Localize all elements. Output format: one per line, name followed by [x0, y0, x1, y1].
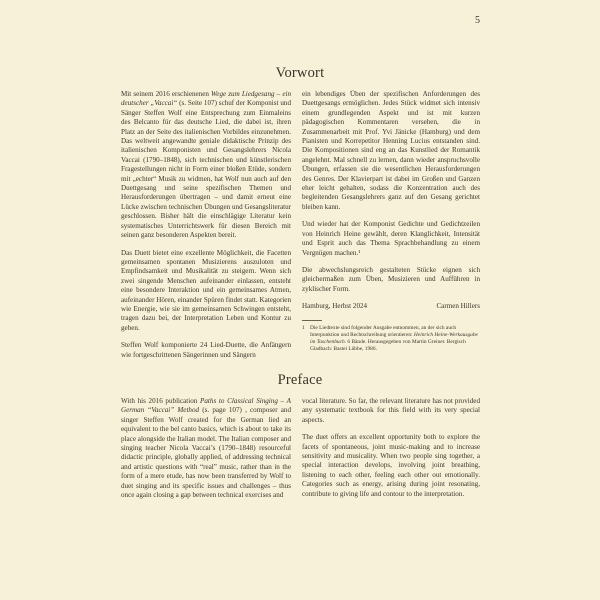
place-date: Hamburg, Herbst 2024 — [302, 302, 368, 311]
paragraph — [302, 220, 480, 258]
text-run: Das Duett bietet eine exzellente Möglichkeit, die Facetten gemeinsamen spontanen Musizierens auszuloten und Empfindsamkeit und Musikalität zu steigern. Wenn sich zwei singende Menschen aufeinander einlassen, entsteht eine besondere Interaktion und ein gemeinsames Atmen, aufeinander Hören, einander Spüren findet statt. Kategorien wie Energie, wie sie im gemeinsamen Schwingen entsteht, tragen dazu bei, der Interpretation Leben und Kontur zu geben. — [121, 248, 291, 332]
vorwort-left-column — [121, 90, 291, 368]
text-run: . 6 Bände. Herausgegeben von Martin Greiner. Bergisch Gladbach: Bastei Lübbe, 1986. — [310, 338, 466, 353]
page-number: 5 — [475, 15, 480, 26]
signature-line — [302, 302, 480, 311]
paragraph — [302, 433, 480, 499]
footnote-rule — [302, 320, 322, 321]
text-run: Steffen Wolf komponierte 24 Lied-Duette, die Anfängern wie fortgeschrittenen Sängerinnen und Sängern — [121, 341, 291, 359]
vorwort-right-column — [302, 90, 480, 353]
text-run: ein lebendiges Üben der spezifischen Anforderungen des Duettgesangs ermöglichen. Jedes Stück widmet sich intensiv einem grundlegenden Aspekt und ist mit kurzen pädagogischen Kommentaren versehen, die in Zusammenarbeit mit Prof. Yvi Jänicke (Hamburg) und dem Pianisten und Korrepetitor Henning Lucius entstanden sind. Die Kompositionen sind eng an das Kunstlied der Romantik angelehnt. Mal schnell zu lernen, dann wieder anspruchsvolle Übungen, erfassen sie die wesentlichen Herausforderungen des Genres. Der Klavierpart ist dabei im Großen und Ganzen eher leicht gehalten, sodass die Konzentration auch des begleitenden Gesangslehrers ganz auf den Gesang gerichtet bleiben kann. — [302, 90, 480, 211]
vorwort-heading: Vorwort — [275, 65, 325, 81]
italic-title: Wege zum Liedgesang – ein deutscher „Vaccai“ — [121, 90, 291, 108]
footnote-number: 1 — [302, 324, 305, 331]
preface-right-column — [302, 397, 480, 507]
text-run: The duet offers an excellent opportunity both to explore the facets of spontaneous, joint music-making and to increase sensitivity and musicality. When two people sing together, a special interaction develops, involving joint breathing, listening to each other, feeling each other out emotionally. Categories such as energy, arising during joint resonating, contribute to giving life and contour to the interpretation. — [302, 433, 480, 498]
paragraph — [121, 249, 291, 334]
text-run: Und wieder hat der Komponist Gedichte und Gedichtzeilen von Heinrich Heine gewählt, deren Klanglichkeit, Intensität und Esprit auch das Thema Sprachbehandlung zu einem Vergnügen machen.¹ — [302, 220, 480, 257]
paragraph — [121, 90, 291, 241]
footnote-text — [310, 325, 480, 354]
paragraph — [121, 397, 291, 500]
paragraph — [302, 266, 480, 294]
text-run: Die Liedtexte sind folgender Ausgabe entnommen, an der sich auch Interpunktion und Rechtschreibung orientieren: — [310, 324, 457, 338]
preface-heading: Preface — [277, 372, 323, 388]
footnote — [302, 325, 480, 354]
paragraph — [302, 90, 480, 212]
text-run: (s. Seite 107) schuf der Komponist und Sänger Steffen Wolf eine Entsprechung zum Einmaleins des Belcanto für das deutsche Lied, die dabei ist, ihren Platz an der Seite des italienischen Vorbildes einzunehmen. Das weltweit angewandte geniale didaktische Prinzip des italienischen Komponisten und Gesangslehrers Nicola Vaccai (1790–1848), sich technischen und künstlerischen Fragestellungen nicht in Form einer bloßen Etüde, sondern mit „echter“ Musik zu widmen, hat Wolf nun auch auf den Duettgesang und seine spezifischen Themen und Herausforderungen übertragen – und damit erneut eine Lücke zwischen technischen Übungen und Gesangsliteratur geschlossen. Bisher hält die einschlägige Literatur kein systematisches Unterrichtswerk für diesen Bereich mit seinen ganz besonderen Aspekten bereit. — [121, 99, 291, 240]
italic-title: Paths to Classical Singing – A German “Vaccai” Method — [121, 397, 292, 415]
vorwort-right-paragraphs — [302, 90, 480, 294]
author-name: Carmen Hillers — [436, 302, 480, 311]
text-run: Die abwechslungsreich gestalteten Stücke eignen sich gleichermaßen zum Üben, Musizieren und Aufführen in zyklischer Form. — [302, 265, 480, 293]
text-run: vocal literature. So far, the relevant literature has not provided any systematic textbook for this field with its very special aspects. — [302, 397, 480, 424]
text-run: (s. page 107) , composer and singer Steffen Wolf created for the German lied an equivalent to the bel canto basics, which is about to take its place alongside the Italian model. The Italian composer and singing teacher Nicola Vaccai’s (1790–1848) resourceful didactic principle, globally applied, of addressing technical and artistic questions with “real” music, rather than in the form of a mere etude, has now been transferred by Wolf to duet singing and its specific issues and challenges – thus once again closing a gap between technical exercises and — [121, 406, 292, 500]
text-run: Mit seinem 2016 erschienenen — [121, 90, 212, 98]
italic-title: Heinrich Heine-Werkausgabe im Taschenbuch — [310, 331, 478, 345]
text-run: With his 2016 publication — [121, 397, 201, 405]
paragraph — [121, 341, 291, 360]
preface-left-column — [121, 397, 291, 508]
paragraph — [302, 397, 480, 425]
